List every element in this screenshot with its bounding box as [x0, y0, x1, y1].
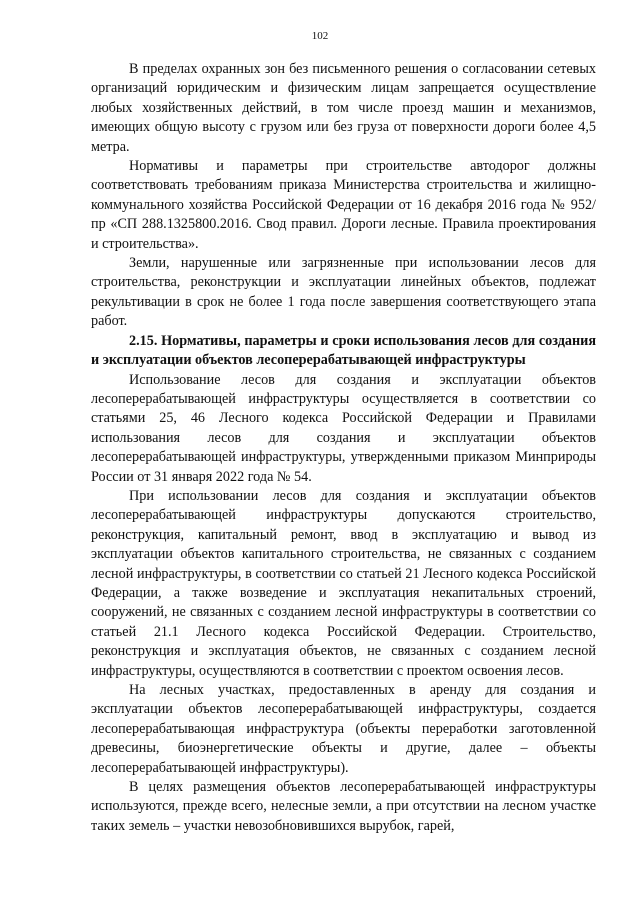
paragraph-leased-plots: На лесных участках, предоставленных в аренду для создания и эксплуатации объектов лесоперерабатывающей инфраструктуры, создается лесоперерабатывающая инфраструктура (объекты переработки заготовленной древесины, биоэнергетические объекты и другие, далее – объекты лесоперерабатывающей инфраструктуры). [91, 682, 596, 776]
paragraph-forest-use-basis: Использование лесов для создания и эксплуатации объектов лесоперерабатывающей инфраструктуры осуществляется в соответствии со статьями 25, 46 Лесного кодекса Российской Федерации и Правилами использования лесов для создания и эксплуатации объектов лесоперерабатывающей инфраструктуры, утвержденными приказом Минприроды России от 31 января 2022 года № 54. [91, 371, 596, 485]
page-number: 102 [311, 30, 329, 42]
paragraph-land-recultivation: Земли, нарушенные или загрязненные при использовании лесов для строительства, реконструкции и эксплуатации линейных объектов, подлежат рекультивации в срок не более 1 года после завершения соответствующего этапа работ. [91, 255, 596, 330]
paragraph-road-standards: Нормативы и параметры при строительстве автодорог должны соответствовать требованиям приказа Министерства строительства и жилищно-коммунального хозяйства Российской Федерации от 16 декабря 2016 года № 952/пр «СП 288.1325800.2016. Свод правил. Дороги лесные. Правила проектирования и строительства». [91, 158, 596, 252]
paragraph-protection-zones: В пределах охранных зон без письменного решения о согласовании сетевых организаций юридическим и физическим лицам запрещается осуществление любых хозяйственных действий, в том числе проезд машин и механизмов, имеющих общую высоту с грузом или без груза от поверхности дороги более 4,5 метра. [91, 61, 596, 155]
paragraph-permitted-construction: При использовании лесов для создания и эксплуатации объектов лесоперерабатывающей инфраструктуры допускаются строительство, реконструкция, капитальный ремонт, ввод в эксплуатацию и вывод из эксплуатации объектов капитального строительства, не связанных с созданием лесной инфраструктуры, в соответствии со статьей 21 Лесного кодекса Российской Федерации, а также возведение и эксплуатация некапитальных строений, сооружений, не связанных с созданием лесной инфраструктуры в соответствии со статьей 21.1 Лесного кодекса Российской Федерации. Строительство, реконструкция и эксплуатация объектов, не связанных с созданием лесной инфраструктуры, осуществляются в соответствии с проектом освоения лесов. [91, 487, 596, 679]
section-heading: 2.15. Нормативы, параметры и сроки использования лесов для создания и эксплуатации объектов лесоперерабатывающей инфраструктуры [91, 332, 596, 369]
document-body [91, 60, 596, 836]
paragraph-placement-priorities: В целях размещения объектов лесоперерабатывающей инфраструктуры используются, прежде всего, нелесные земли, а при отсутствии на лесном участке таких земель – участки невозобновившихся вырубок, гарей, [91, 779, 596, 834]
